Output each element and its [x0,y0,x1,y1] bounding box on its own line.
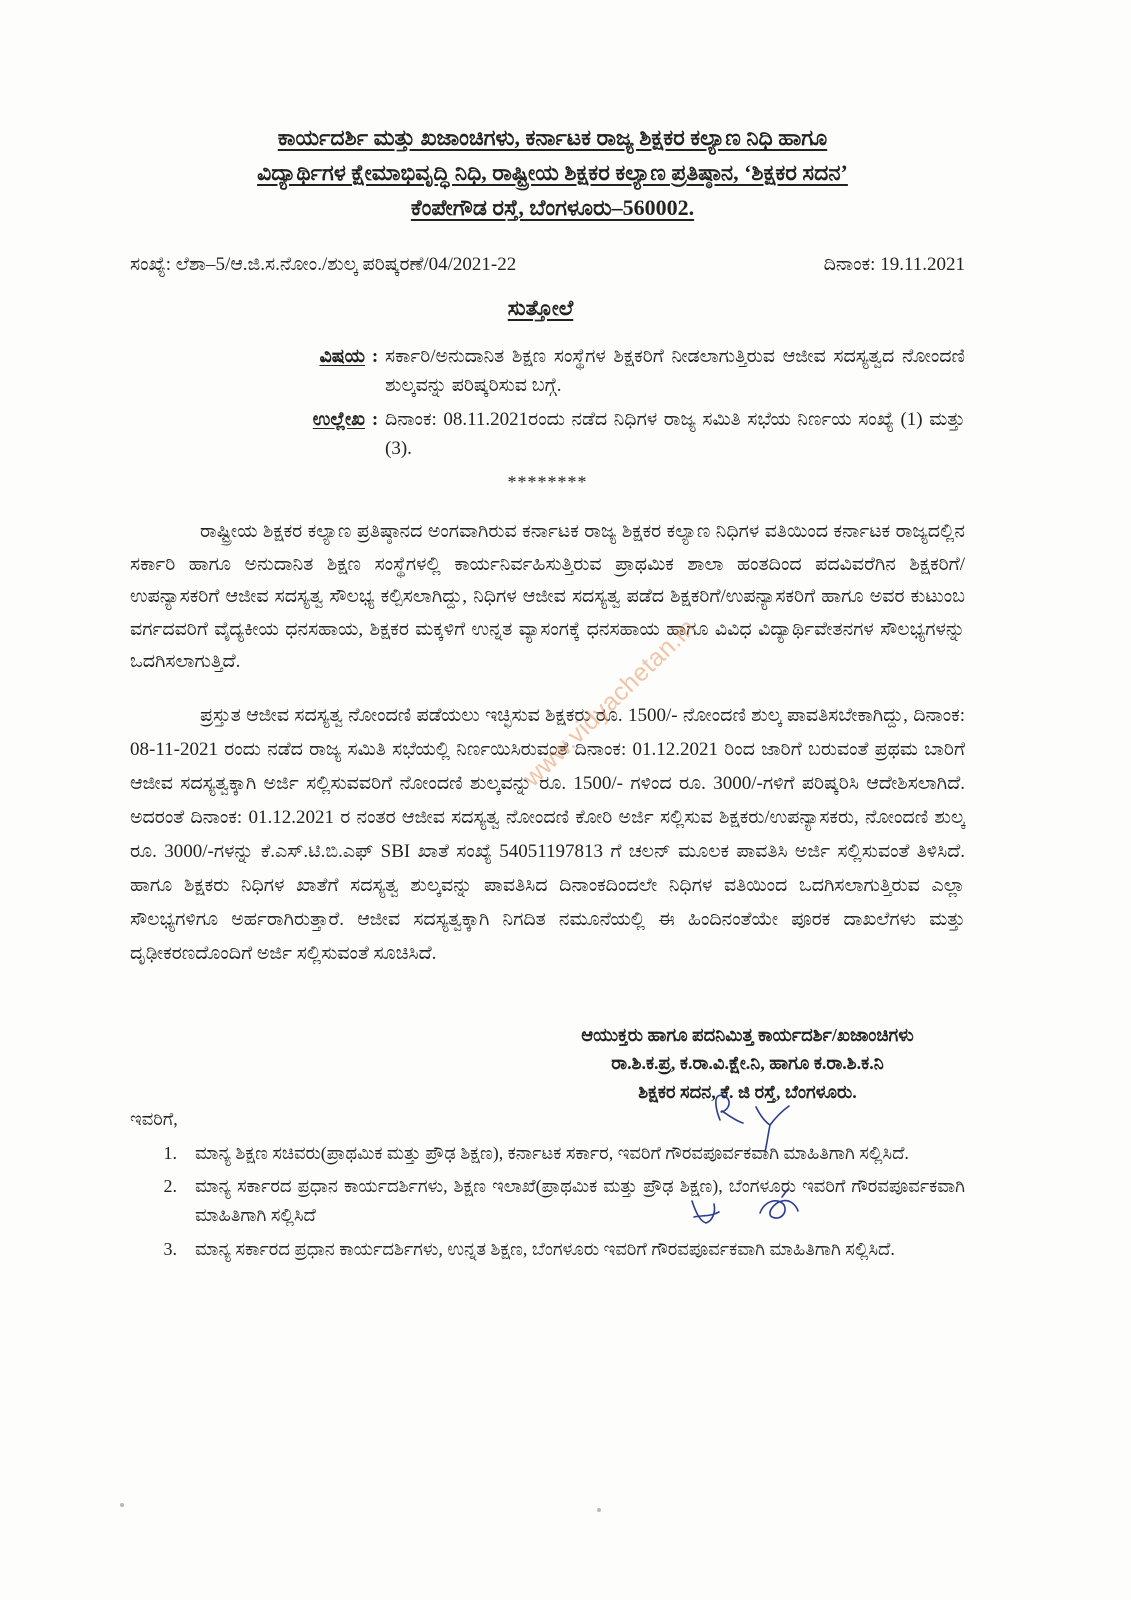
scan-speck [120,1503,124,1507]
office-header-line-1: ಕಾರ್ಯದರ್ಶಿ ಮತ್ತು ಖಜಾಂಚಿಗಳು, ಕರ್ನಾಟಕ ರಾಜ್ಯ ಶಿಕ್ಷಕರ ಕಲ್ಯಾಣ ನಿಧಿ ಹಾಗೂ [277,125,828,150]
recipient-text: ಮಾನ್ಯ ಸರ್ಕಾರದ ಪ್ರಧಾನ ಕಾರ್ಯದರ್ಶಿಗಳು, ಉನ್ನತ ಶಿಕ್ಷಣ, ಬೆಂಗಳೂರು ಇವರಿಗೆ ಗೌರವಪೂರ್ವಕವಾಗಿ ಮಾಹಿತಿಗಾಗಿ ಸಲ್ಲಿಸಿದೆ. [195,1239,895,1259]
subject-block [130,342,965,400]
recipient-item [130,1235,965,1264]
recipient-item [130,1139,965,1168]
section-divider: ******** [507,472,588,492]
citation-label: ಉಲ್ಲೇಖ [312,409,365,430]
subject-label: ವಿಷಯ [319,346,365,367]
scan-speck [597,1508,601,1512]
citation-separator: : [371,409,379,430]
recipient-text: ಮಾನ್ಯ ಶಿಕ್ಷಣ ಸಚಿವರು(ಪ್ರಾಥಮಿಕ ಮತ್ತು ಪ್ರೌಢ ಶಿಕ್ಷಣ), ಕರ್ನಾಟಕ ಸರ್ಕಾರ, ಇವರಿಗೆ ಗೌರವಪೂರ್ವಕವಾಗಿ ಮಾಹಿತಿಗಾಗಿ ಸಲ್ಲಿಸಿದೆ. [195,1143,909,1163]
subject-text: ಸರ್ಕಾರಿ/ಅನುದಾನಿತ ಶಿಕ್ಷಣ ಸಂಸ್ಥೆಗಳ ಶಿಕ್ಷಕರಿಗೆ ನೀಡಲಾಗುತ್ತಿರುವ ಆಜೀವ ಸದಸ್ಯತ್ವದ ನೋಂದಣಿ ಶುಲ್ಕವನ್ನು ಪರಿಷ್ಕರಿಸುವ ಬಗ್ಗೆ. [385,346,965,396]
subject-separator: : [371,346,379,367]
recipient-item [130,1172,965,1230]
signatory-block [530,1021,965,1107]
issue-date: ದಿನಾಂಕ: 19.11.2021 [823,254,965,275]
recipient-text: ಮಾನ್ಯ ಸರ್ಕಾರದ ಪ್ರಧಾನ ಕಾರ್ಯದರ್ಶಿಗಳು, ಶಿಕ್ಷಣ ಇಲಾಖೆ(ಪ್ರಾಥಮಿಕ ಮತ್ತು ಪ್ರೌಢ ಶಿಕ್ಷಣ), ಬೆಂಗಳೂರು ಇವರಿಗೆ ಗೌರವಪೂರ್ವಕವಾಗಿ ಮಾಹಿತಿಗಾಗಿ ಸಲ್ಲಿಸಿದೆ [195,1176,965,1225]
recipient-number: 2. [163,1176,177,1196]
signatory-designation: ಆಯುಕ್ತರು ಹಾಗೂ ಪದನಿಮಿತ್ತ ಕಾರ್ಯದರ್ಶಿ/ಖಜಾಂಚಿಗಳು [581,1024,914,1045]
document-title-text: ಸುತ್ತೋಲೆ [507,296,574,320]
reference-row [130,250,965,280]
signatory-office: ರಾ.ಶಿ.ಕ.ಪ್ರ, ಕ.ರಾ.ವಿ.ಕ್ಷೇ.ನಿ, ಹಾಗೂ ಕ.ರಾ.ಶಿ.ಕ.ನಿ [611,1053,884,1073]
office-header-line-2: ವಿದ್ಯಾರ್ಥಿಗಳ ಕ್ಷೇಮಾಭಿವೃದ್ಧಿ ನಿಧಿ, ರಾಷ್ಟ್ರೀಯ ಶಿಕ್ಷಕರ ಕಲ್ಯಾಣ ಪ್ರತಿಷ್ಠಾನ, ‘ಶಿಕ್ಷಕರ ಸದನ’ [257,160,848,185]
website-watermark: www.vidyachetan.in [517,613,702,793]
recipient-number: 3. [163,1239,177,1259]
body-paragraph-2: ಪ್ರಸ್ತುತ ಆಜೀವ ಸದಸ್ಯತ್ವ ನೋಂದಣಿ ಪಡೆಯಲು ಇಚ್ಛಿಸುವ ಶಿಕ್ಷಕರು ರೂ. 1500/- ನೋಂದಣಿ ಶುಲ್ಕ ಪಾವತಿಸಬೇಕಾಗಿದ್ದು, ದಿನಾಂಕ: 08-11-2021 ರಂದು ನಡೆದ ರಾಜ್ಯ ಸಮಿತಿ ಸಭೆಯಲ್ಲಿ ನಿರ್ಣಯಿಸಿರುವಂತೆ ದಿನಾಂಕ: 01.12.2021 ರಿಂದ ಜಾರಿಗೆ ಬರುವಂತೆ ಪ್ರಥಮ ಬಾರಿಗೆ ಆಜೀವ ಸದಸ್ಯತ್ವಕ್ಕಾಗಿ ಅರ್ಜಿ ಸಲ್ಲಿಸುವವರಿಗೆ ನೋಂದಣಿ ಶುಲ್ಕವನ್ನು ರೂ. 1500/- ಗಳಿಂದ ರೂ. 3000/-ಗಳಿಗೆ ಪರಿಷ್ಕರಿಸಿ ಆದೇಶಿಸಲಾಗಿದೆ. ಅದರಂತೆ ದಿನಾಂಕ: 01.12.2021 ರ ನಂತರ ಆಜೀವ ಸದಸ್ಯತ್ವ ನೋಂದಣಿ ಕೋರಿ ಅರ್ಜಿ ಸಲ್ಲಿಸುವ ಶಿಕ್ಷಕರು/ಉಪನ್ಯಾಸಕರು, ನೋಂದಣಿ ಶುಲ್ಕ ರೂ. 3000/-ಗಳನ್ನು ಕೆ.ಎಸ್.ಟಿ.ಬಿ.ಎಫ್ SBI ಖಾತೆ ಸಂಖ್ಯೆ 54051197813 ಗೆ ಚಲನ್ ಮೂಲಕ ಪಾವತಿಸಿ ಅರ್ಜಿ ಸಲ್ಲಿಸುವಂತೆ ತಿಳಿಸಿದೆ. ಹಾಗೂ ಶಿಕ್ಷಕರು ನಿಧಿಗಳ ಖಾತೆಗೆ ಸದಸ್ಯತ್ವ ಶುಲ್ಕವನ್ನು ಪಾವತಿಸಿದ ದಿನಾಂಕದಿಂದಲೇ ನಿಧಿಗಳ ವತಿಯಿಂದ ಒದಗಿಸಲಾಗುತ್ತಿರುವ ಎಲ್ಲಾ ಸೌಲಭ್ಯಗಳಿಗೂ ಅರ್ಹರಾಗಿರುತ್ತಾರೆ. ಆಜೀವ ಸದಸ್ಯತ್ವಕ್ಕಾಗಿ ನಿಗದಿತ ನಮೂನೆಯಲ್ಲಿ ಈ ಹಿಂದಿನಂತೆಯೇ ಪೂರಕ ದಾಖಲೆಗಳು ಮತ್ತು ದೃಢೀಕರಣದೊಂದಿಗೆ ಅರ್ಜಿ ಸಲ್ಲಿಸುವಂತೆ ಸೂಚಿಸಿದೆ. [130,704,965,964]
citation-text: ದಿನಾಂಕ: 08.11.2021ರಂದು ನಡೆದ ನಿಧಿಗಳ ರಾಜ್ಯ ಸಮಿತಿ ಸಭೆಯ ನಿರ್ಣಯ ಸಂಖ್ಯೆ (1) ಮತ್ತು (3). [385,409,965,459]
document-title [130,293,965,323]
office-header [130,120,965,225]
reference-number: ಸಂಖ್ಯೆ: ಲೆಶಾ–5/ಆ.ಜಿ.ಸ.ನೋಂ./ಶುಲ್ಕ ಪರಿಷ್ಕರಣೆ/04/2021-22 [130,254,517,275]
office-header-line-3: ಕೆಂಪೇಗೌಡ ರಸ್ತೆ, ಬೆಂಗಳೂರು–560002. [410,195,695,220]
body-paragraph-1: ರಾಷ್ಟ್ರೀಯ ಶಿಕ್ಷಕರ ಕಲ್ಯಾಣ ಪ್ರತಿಷ್ಠಾನದ ಅಂಗವಾಗಿರುವ ಕರ್ನಾಟಕ ರಾಜ್ಯ ಶಿಕ್ಷಕರ ಕಲ್ಯಾಣ ನಿಧಿಗಳ ವತಿಯಿಂದ ಕರ್ನಾಟಕ ರಾಜ್ಯದಲ್ಲಿನ ಸರ್ಕಾರಿ ಹಾಗೂ ಅನುದಾನಿತ ಶಿಕ್ಷಣ ಸಂಸ್ಥೆಗಳಲ್ಲಿ ಕಾರ್ಯನಿರ್ವಹಿಸುತ್ತಿರುವ ಪ್ರಾಥಮಿಕ ಶಾಲಾ ಹಂತದಿಂದ ಪದವಿವರೆಗಿನ ಶಿಕ್ಷಕರಿಗೆ/ಉಪನ್ಯಾಸಕರಿಗೆ ಆಜೀವ ಸದಸ್ಯತ್ವ ಸೌಲಭ್ಯ ಕಲ್ಪಿಸಲಾಗಿದ್ದು, ನಿಧಿಗಳ ಆಜೀವ ಸದಸ್ಯತ್ವ ಪಡೆದ ಶಿಕ್ಷಕರಿಗೆ/ಉಪನ್ಯಾಸಕರಿಗೆ ಹಾಗೂ ಅವರ ಕುಟುಂಬ ವರ್ಗದವರಿಗೆ ವೈದ್ಯಕೀಯ ಧನಸಹಾಯ, ಶಿಕ್ಷಕರ ಮಕ್ಕಳಿಗೆ ಉನ್ನತ ವ್ಯಾಸಂಗಕ್ಕೆ ಧನಸಹಾಯ ಹಾಗೂ ವಿವಿಧ ವಿದ್ಯಾರ್ಥಿವೇತನಗಳ ಸೌಲಭ್ಯಗಳನ್ನು ಒದಗಿಸಲಾಗುತ್ತಿದೆ. [130,521,965,672]
recipient-number: 1. [163,1143,177,1163]
recipients-heading: ಇವರಿಗೆ, [130,1109,178,1129]
signatory-address: ಶಿಕ್ಷಕರ ಸದನ, ಕೆ. ಜಿ ರಸ್ತೆ, ಬೆಂಗಳೂರು. [638,1081,857,1102]
citation-block [130,405,965,463]
